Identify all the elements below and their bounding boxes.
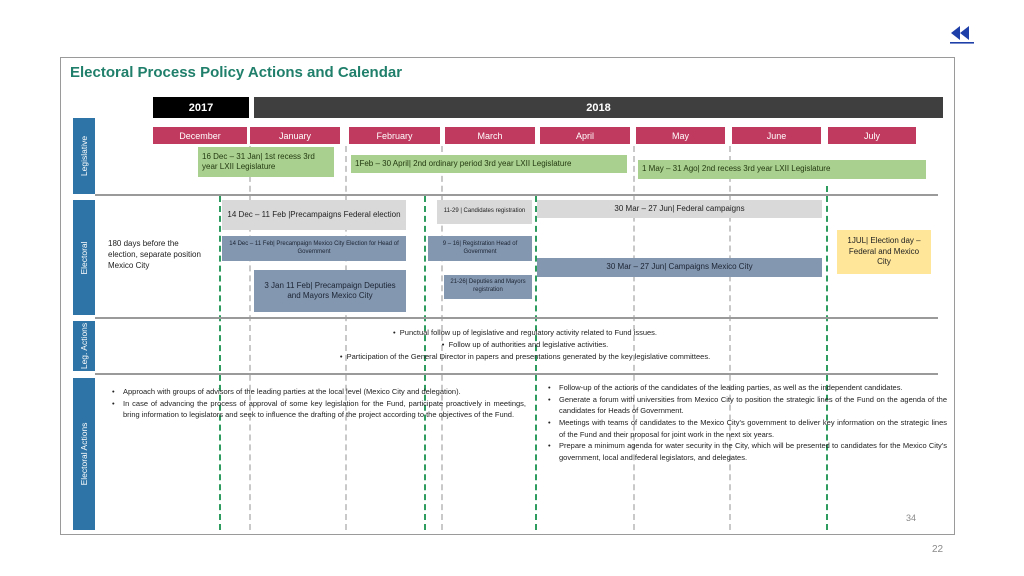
leg-action-item: • Punctual follow up of legislative and regulatory activity related to Fund issues.: [392, 328, 658, 337]
precampaign-cdmx-box: 14 Dec – 11 Feb| Precampaign Mexico City Election for Head of Government: [222, 236, 406, 261]
key-date-line: [424, 196, 426, 530]
month-july: July: [828, 127, 916, 144]
separation-note: 180 days before the election, separate position Mexico City: [108, 239, 201, 271]
electoral-actions-right: [546, 382, 947, 463]
section-electoral: Electoral: [73, 200, 95, 315]
list-item: • Follow-up of the actions of the candidates of the leading parties, as well as the independent candidates.: [546, 382, 947, 394]
leg-actions-text: [240, 327, 810, 363]
recess-1-box: 16 Dec – 31 Jan| 1st recess 3rd year LXII Legislature: [198, 147, 334, 177]
page-number: 22: [932, 544, 944, 555]
precampaign-deputies-box: 3 Jan 11 Feb| Precampaign Deputies and Mayors Mexico City: [254, 270, 406, 312]
electoral-actions-left: [110, 386, 526, 421]
month-february: February: [349, 127, 440, 144]
section-separator: [95, 373, 938, 375]
month-december: December: [153, 127, 247, 144]
leg-action-item: • Participation of the General Director in papers and presentations generated by the key legislative committees.: [339, 352, 711, 361]
leg-action-item: • Follow up of authorities and legislative activities.: [441, 340, 609, 349]
month-january: January: [250, 127, 340, 144]
month-june: June: [732, 127, 821, 144]
precampaigns-federal-box: 14 Dec – 11 Feb |Precampaigns Federal election: [222, 200, 406, 230]
year-2017: 2017: [153, 97, 249, 118]
double-chevron-left-icon: [948, 24, 976, 44]
list-item: • Meetings with teams of candidates to the Mexico City's government to deliver key information on the strategic lines of the Fund and their proposal for joint work in the next six years.: [546, 417, 947, 440]
slide-page-number: 34: [906, 513, 917, 523]
back-button[interactable]: [948, 24, 976, 44]
key-date-line: [826, 186, 828, 530]
ordinary-period-box: 1Feb – 30 April| 2nd ordinary period 3rd year LXII Legislature: [351, 155, 627, 173]
list-item: • Generate a forum with universities from Mexico City to position the strategic lines of the Fund on the agenda of the candidates for Heads of Government.: [546, 394, 947, 417]
recess-2-box: 1 May – 31 Ago| 2nd recess 3rd year LXII Legislature: [638, 160, 926, 179]
federal-campaigns-box: 30 Mar – 27 Jun| Federal campaigns: [537, 200, 822, 218]
candidates-registration-box: 11-29 | Candidates registration: [437, 200, 532, 224]
month-may: May: [636, 127, 725, 144]
list-item: • Approach with groups of advisors of the leading parties at the local level (Mexico City and delegation).: [110, 386, 526, 398]
key-date-line: [535, 196, 537, 530]
section-separator: [95, 317, 938, 319]
key-date-line: [219, 196, 221, 530]
month-march: March: [445, 127, 535, 144]
year-2018: 2018: [254, 97, 943, 118]
election-day-box: 1JUL| Election day – Federal and Mexico City: [837, 230, 931, 274]
page-title: Electoral Process Policy Actions and Calendar: [70, 64, 403, 81]
list-item: • In case of advancing the process of approval of some key legislation for the Fund, participate proactively in meetings, bring information to legislators and seek to influence the drafting of the project according to the objectives of the Fund.: [110, 398, 526, 421]
section-electoral-actions: Electoral Actions: [73, 378, 95, 530]
section-leg-actions: Leg. Actions: [73, 321, 95, 371]
registration-head-box: 9 – 16| Registration Head of Government: [428, 236, 532, 261]
list-item: • Prepare a minimum agenda for water security in the City, which will be presented to candidates for the Mexico City's government, local and federal legislators, and delegates.: [546, 440, 947, 463]
section-legislative: Legislative: [73, 118, 95, 194]
section-separator: [95, 194, 938, 196]
month-april: April: [540, 127, 630, 144]
campaigns-cdmx-box: 30 Mar – 27 Jun| Campaigns Mexico City: [537, 258, 822, 277]
deputies-registration-box: 21-26| Deputies and Mayors registration: [444, 275, 532, 299]
